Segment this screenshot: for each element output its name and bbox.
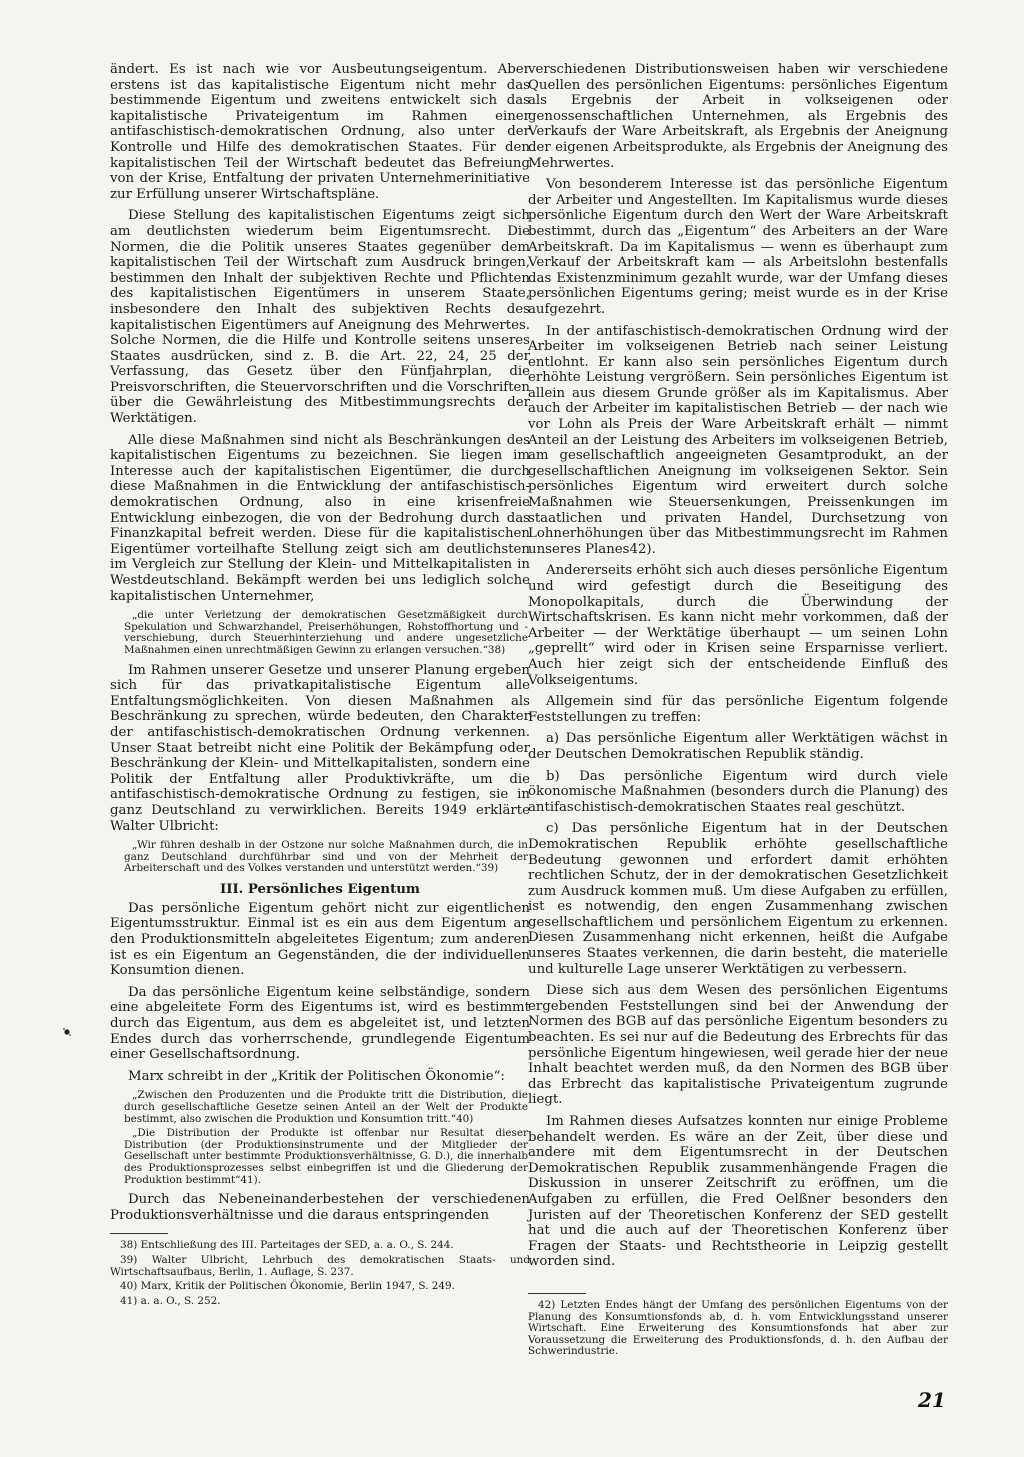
paragraph: In der antifaschistisch-demokratischen Ordnung wird der Arbeiter im volkseigenen Betrieb nach seiner Leistung entlohnt. Er kann also sein persönliches Eigentum durch erhöhte Leistung vergrößern. Sein persönliches Eigentum ist allein aus diesem Grunde größer als im Kapitalismus. Aber auch der Arbeiter im kapitalistischen Betrieb — der nach wie vor Lohn als Preis der Ware Arbeitskraft erhält — nimmt Anteil an der Leistung des Arbeiters im volkseigenen Betrieb, am gesellschaftlich angeeigneten Gesamtprodukt, an der gesellschaftlichen Aneignung im volkseigenen Sektor. Sein persönliches Eigentum wird erweitert durch solche Maßnahmen wie Steuersenkungen, Preissenkungen im staatlichen und privaten Handel, Durchsetzung von Lohnerhöhungen über das Mitbestimmungsrecht im Rahmen unseres Planes42). [528, 323, 948, 557]
block-quote: „Wir führen deshalb in der Ostzone nur solche Maßnahmen durch, die in ganz Deutschland durchführbar sind und von der Mehrheit der Arbeiterschaft und des Volkes verstanden und unterstützt werden.“39) [124, 839, 528, 875]
footnote: 38) Entschließung des III. Parteitages der SED, a. a. O., S. 244. [120, 1239, 454, 1252]
paragraph: Diese sich aus dem Wesen des persönlichen Eigentums ergebenden Feststellungen sind bei der Anwendung der Normen des BGB auf das persönliche Eigentum besonders zu beachten. Es sei nur auf die Bedeutung des Erbrechts für das persönliche Eigentum hingewiesen, weil gerade hier der neue Inhalt beachtet werden muß, da den Normen des BGB über das Erbrecht das kapitalistische Privateigentum zugrunde liegt. [528, 983, 948, 1108]
right-column [528, 62, 948, 1276]
findings-list [528, 731, 948, 977]
page-number: 21 [918, 1388, 946, 1412]
paragraph: Andererseits erhöht sich auch dieses persönliche Eigentum und wird gefestigt durch die Beseitigung des Monopolkapitals, durch die Überwindung der Wirtschaftskrisen. Es kann nicht mehr vorkommen, daß der Arbeiter — der Werktätige überhaupt — um seinen Lohn „geprellt“ wird oder in Krisen seine Ersparnisse verliert. Auch hier zeigt sich der entscheidende Einfluß des Volkseigentums. [528, 563, 948, 688]
paragraph: Allgemein sind für das persönliche Eigentum folgende Feststellungen zu treffen: [528, 694, 948, 725]
block-quote: „Zwischen den Produzenten und die Produkte tritt die Distribution, die durch gesellschaftliche Gesetze seinen Anteil an der Welt der Produkte bestimmt, also zwischen die Produktion und Konsumtion tritt.“40) [124, 1089, 528, 1125]
list-item: c) Das persönliche Eigentum hat in der Deutschen Demokratischen Republik erhöhte gesellschaftliche Bedeutung gewonnen und erfordert damit erhöhten rechtlichen Schutz, der in der demokratischen Gesetzlichkeit zum Ausdruck kommen muß. Um diese Aufgaben zu erfüllen, ist es notwendig, den engen Zusammenhang zwischen gesellschaftlichem und persönlichem Eigentum zu erkennen. Diesen Zusammenhang nicht erkennen, heißt die Aufgabe unseres Staates verkennen, die darin besteht, die materielle und kulturelle Lage unserer Werktätigen zu verbessern. [528, 821, 948, 977]
paragraph: Diese Stellung des kapitalistischen Eigentums zeigt sich am deutlichsten wiederum beim Eigentumsrecht. Die Normen, die die Politik unseres Staates gegenüber dem kapitalistischen Teil der Wirtschaft zum Ausdruck bringen, bestimmen den Inhalt der subjektiven Rechte und Pflichten des kapitalistischen Eigentümers in unserem Staate, insbesondere den Inhalt des subjektiven Rechts des kapitalistischen Eigentümers auf Aneignung des Mehrwertes. Solche Normen, die die Hilfe und Kontrolle seitens unseres Staates ausdrücken, sind z. B. die Art. 22, 24, 25 der Verfassung, das Gesetz über den Fünfjahrplan, die Preisvorschriften, die Steuervorschriften und die Vorschriften über die Gewährleistung des Mitbestimmungsrechts der Werktätigen. [110, 208, 530, 427]
footnote-divider [528, 1293, 586, 1294]
block-quote: „die unter Verletzung der demokratischen Gesetzmäßigkeit durch Spekulation und Schwarzhandel, Preiserhöhungen, Rohstoffhortung und -verschiebung, durch Steuerhinterziehung und andere ungesetzliche Maßnahmen einen unrechtmäßigen Gewinn zu erlangen versuchen.“38) [124, 609, 528, 656]
paragraph: Marx schreibt in der „Kritik der Politischen Ökonomie“: [128, 1068, 505, 1084]
paragraph: verschiedenen Distributionsweisen haben wir verschiedene Quellen des persönlichen Eigentums: persönliches Eigentum als Ergebnis der Arbeit in volkseigenen oder genossenschaftlichen Unternehmen, als Ergebnis des Verkaufs der Ware Arbeitskraft, als Ergebnis der Aneignung der eigenen Arbeitsprodukte, als Ergebnis der Aneignung des Mehrwertes. [528, 62, 948, 171]
list-item: a) Das persönliche Eigentum aller Werktätigen wächst in der Deutschen Demokratischen Republik ständig. [528, 731, 948, 762]
margin-mark-icon [62, 1027, 72, 1037]
paragraph: ändert. Es ist nach wie vor Ausbeutungseigentum. Aber erstens ist das kapitalistische Eigentum nicht mehr das bestimmende Eigentum und zweitens entwickelt sich das kapitalistische Privateigentum im Rahmen einer antifaschistisch-demokratischen Ordnung, also unter der Kontrolle und Hilfe des demokratischen Staates. Für den kapitalistischen Teil der Wirtschaft bedeutet das Befreiung von der Krise, Entfaltung der privaten Unternehmerinitiative zur Erfüllung unserer Wirtschaftspläne. [110, 62, 530, 202]
section-heading: III. Persönliches Eigentum [220, 881, 420, 897]
paragraph: Im Rahmen unserer Gesetze und unserer Planung ergeben sich für das privatkapitalistische Eigentum alle Entfaltungsmöglichkeiten. Von diesen Maßnahmen als Beschränkung zu sprechen, würde bedeuten, den Charakter der antifaschistisch-demokratischen Ordnung verkennen. Unser Staat betreibt nicht eine Politik der Bekämpfung oder Beschränkung der Klein- und Mittelkapitalisten, sondern eine Politik der Entfaltung aller Produktivkräfte, um die antifaschistisch-demokratische Ordnung zu festigen, sie in ganz Deutschland zu verwirklichen. Bereits 1949 erklärte Walter Ulbricht: [110, 662, 530, 834]
paragraph: Da das persönliche Eigentum keine selbständige, sondern eine abgeleitete Form des Eigentums ist, wird es bestimmt durch das Eigentum, aus dem es abgeleitet ist, und letzten Endes durch das vorherrschende, grundlegende Eigentum einer Gesellschaftsordnung. [110, 984, 530, 1063]
footnote: 42) Letzten Endes hängt der Umfang des persönlichen Eigentums von der Planung des Konsumtionsfonds ab, d. h. vom Entwicklungsstand unserer Wirtschaft. Eine Erweiterung des Konsumtionsfonds hat aber zur Voraussetzung die Erweiterung des Produktionsfonds, d. h. den Aufbau der Schwerindustrie. [528, 1299, 948, 1358]
paragraph: Das persönliche Eigentum gehört nicht zur eigentlichen Eigentumsstruktur. Einmal ist es ein aus dem Eigentum an den Produktionsmitteln abgeleitetes Eigentum; zum anderen ist es ein Eigentum an Gegenständen, die der individuellen Konsumtion dienen. [110, 900, 530, 979]
footnote: 39) Walter Ulbricht, Lehrbuch des demokratischen Staats- und Wirtschaftsaufbaus, Berlin, 1. Auflage, S. 237. [110, 1253, 530, 1278]
footnote: 41) a. a. O., S. 252. [120, 1294, 221, 1307]
block-quote: „Die Distribution der Produkte ist offenbar nur Resultat dieser Distribution (der Produktionsinstrumente und der Mitglieder der Gesellschaft unter bestimmte Produktionsverhältnisse, G. D.), die innerhalb des Produktionsprozesses selbst einbegriffen ist und die Gliederung der Produktion bestimmt“41). [124, 1127, 528, 1186]
right-footnotes [528, 1293, 948, 1361]
paragraph: Durch das Nebeneinanderbestehen der verschiedenen Produktionsverhältnisse und die daraus entspringenden [110, 1192, 530, 1223]
paragraph: Im Rahmen dieses Aufsatzes konnten nur einige Probleme behandelt werden. Es wäre an der Zeit, über diese und andere mit dem Eigentumsrecht in der Deutschen Demokratischen Republik zusammenhängende Fragen die Diskussion in unserer Zeitschrift zu eröffnen, um die Aufgaben zu erfüllen, die Fred Oelßner besonders den Juristen auf der Theoretischen Konferenz der SED gestellt hat und die auch auf der Theoretischen Konferenz über Fragen der Staats- und Rechtstheorie in Leipzig gestellt worden sind. [528, 1114, 948, 1270]
footnote: 40) Marx, Kritik der Politischen Ökonomie, Berlin 1947, S. 249. [120, 1280, 455, 1293]
footnote-divider [110, 1233, 168, 1234]
paragraph: Von besonderem Interesse ist das persönliche Eigentum der Arbeiter und Angestellten. Im Kapitalismus wurde dieses persönliche Eigentum durch den Wert der Ware Arbeitskraft bestimmt, durch das „Eigentum“ des Arbeiters an der Ware Arbeitskraft. Da im Kapitalismus — wenn es überhaupt zum Verkauf der Arbeitskraft kam — als Arbeitslohn bestenfalls das Existenzminimum gezahlt wurde, war der Umfang dieses persönlichen Eigentums gering; meist wurde es in der Krise aufgezehrt. [528, 177, 948, 317]
paragraph: Alle diese Maßnahmen sind nicht als Beschränkungen des kapitalistischen Eigentums zu bezeichnen. Sie liegen im Interesse auch der kapitalistischen Eigentümer, die durch diese Maßnahmen in die Entwicklung der antifaschistisch-demokratischen Ordnung, also in eine krisenfreie Entwicklung einbezogen, die von der Bedrohung durch das Finanzkapital befreit werden. Diese für die kapitalistischen Eigentümer vorteilhafte Stellung zeigt sich am deutlichsten im Vergleich zur Stellung der Klein- und Mittelkapitalisten in Westdeutschland. Bekämpft werden bei uns lediglich solche kapitalistischen Unternehmer, [110, 432, 530, 604]
left-column [110, 62, 530, 1310]
list-item: b) Das persönliche Eigentum wird durch viele ökonomische Maßnahmen (besonders durch die Planung) des antifaschistisch-demokratischen Staates real geschützt. [528, 768, 948, 815]
